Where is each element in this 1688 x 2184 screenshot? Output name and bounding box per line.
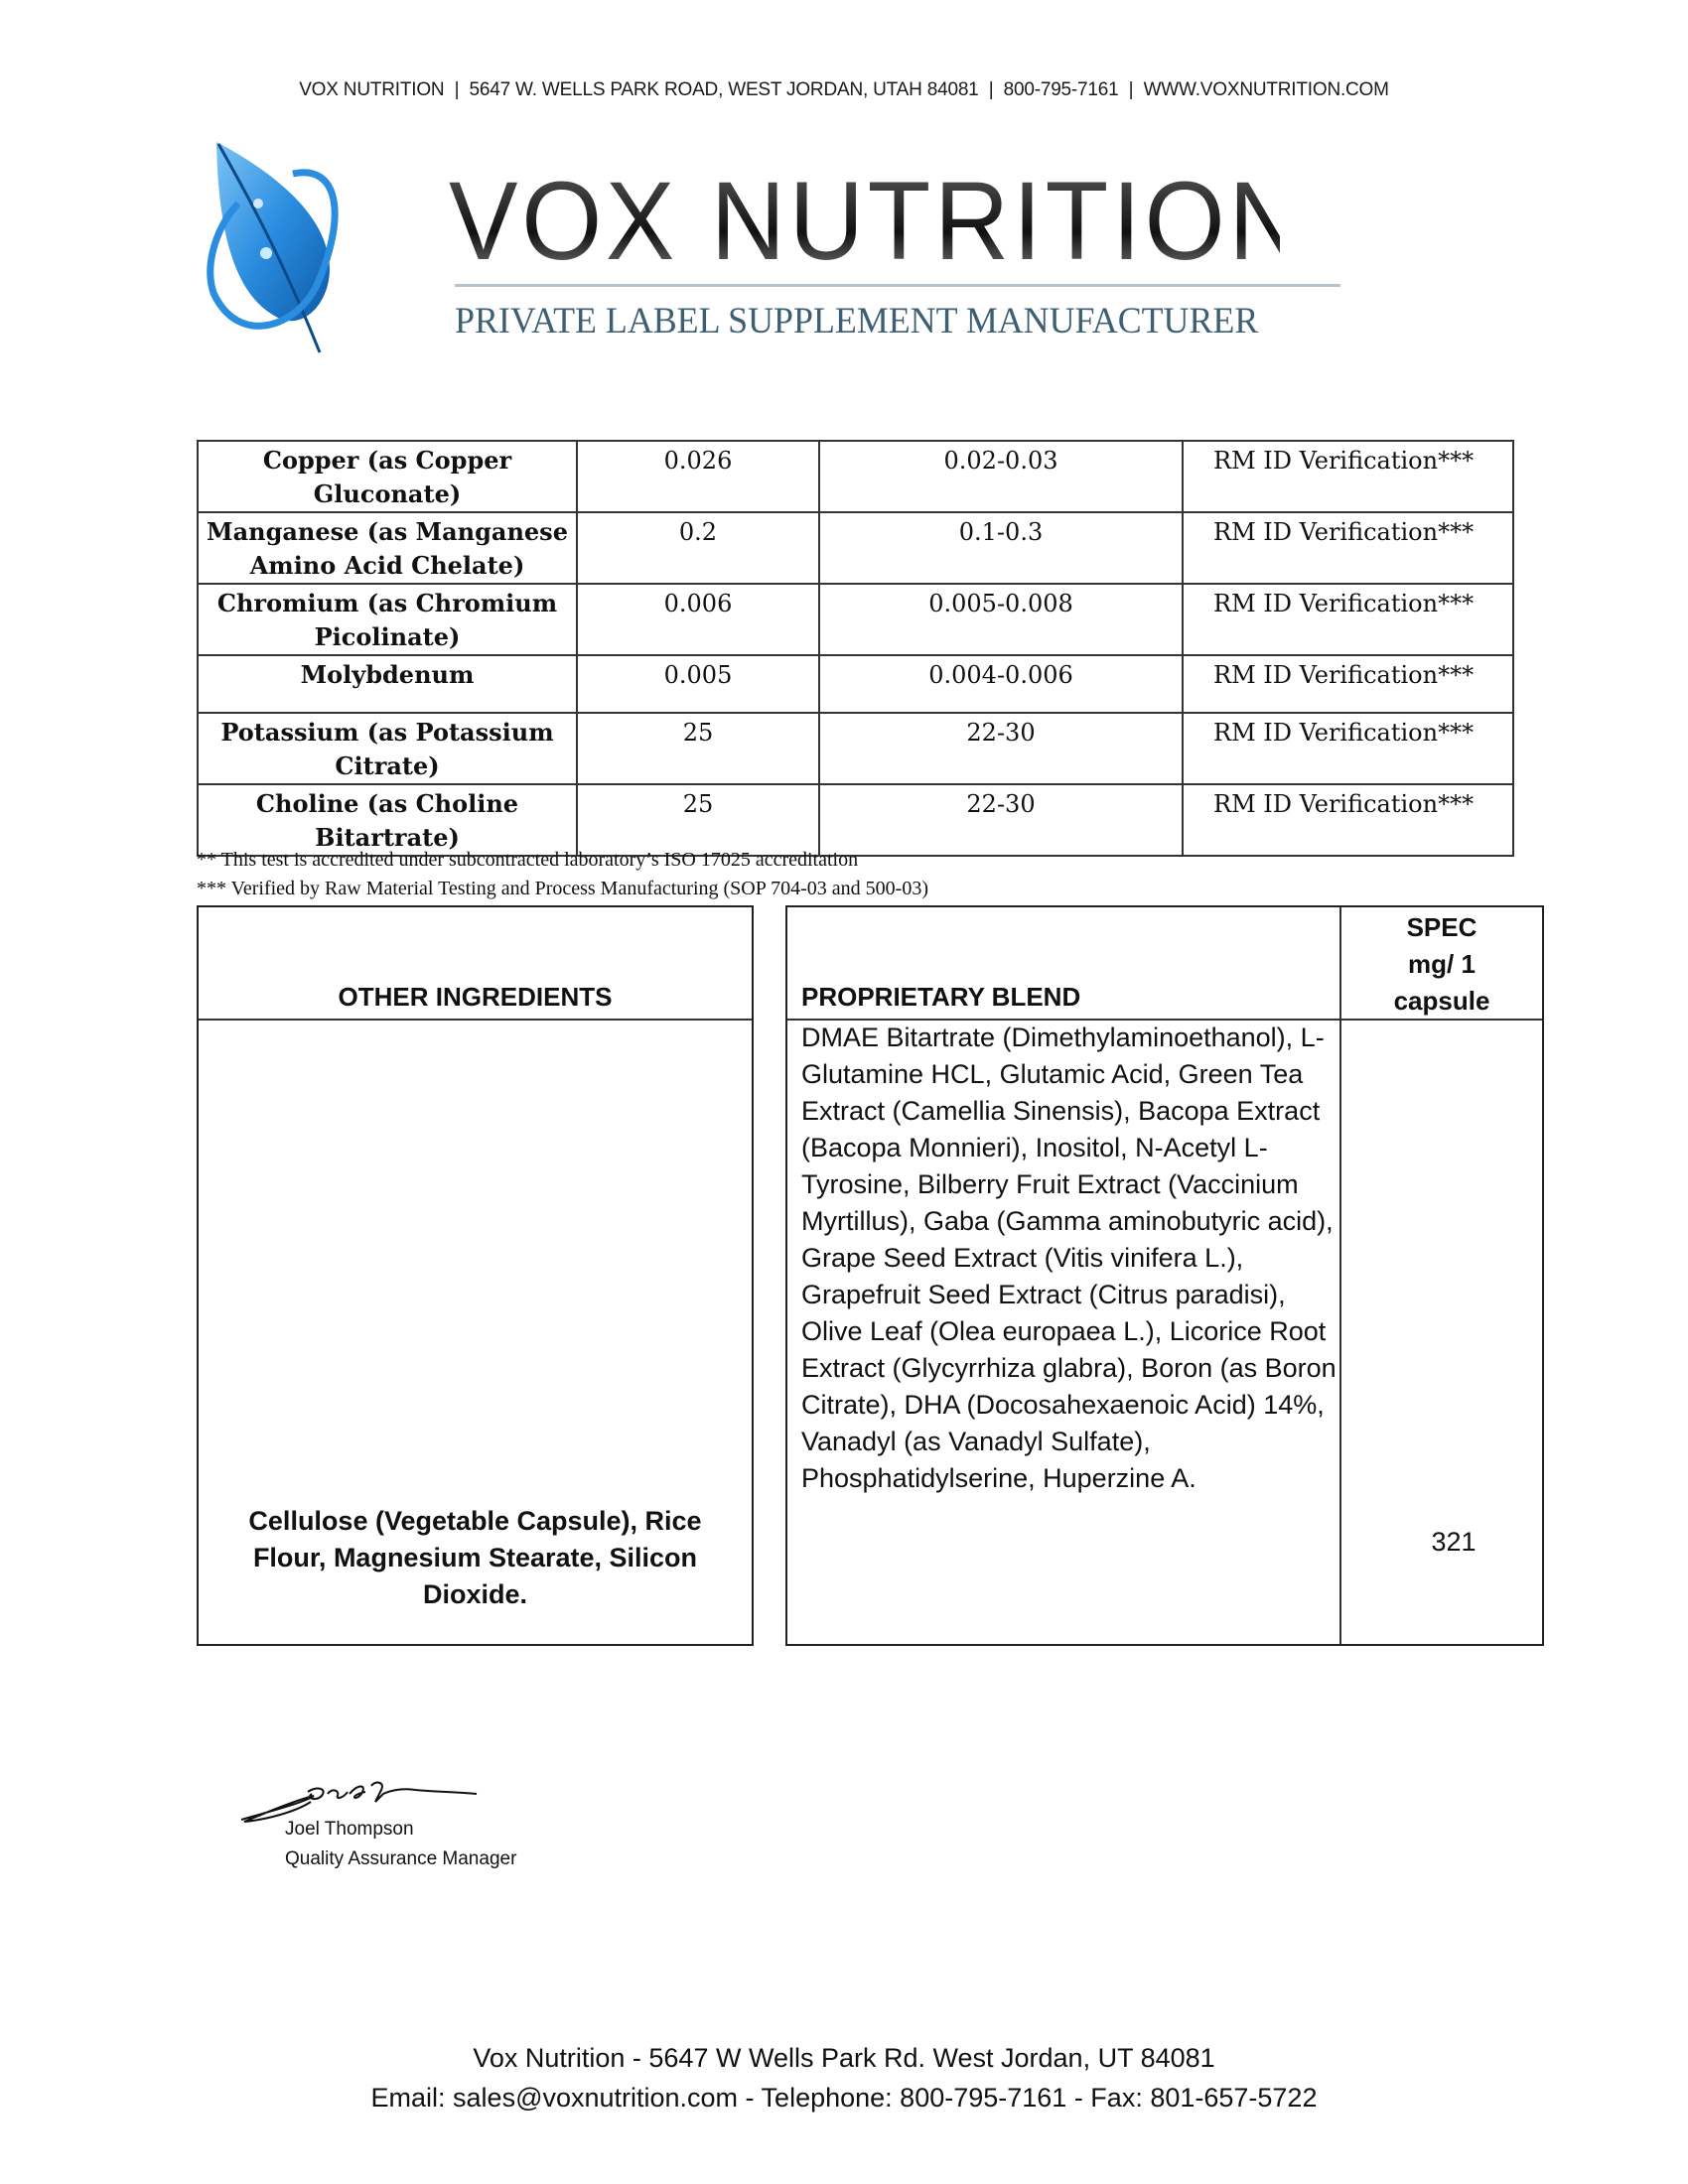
nutrient-value: 0.005: [577, 655, 819, 713]
nutrient-range: 0.02-0.03: [819, 441, 1183, 512]
nutrient-method: RM ID Verification***: [1183, 512, 1513, 584]
proprietary-blend-ingredients: DMAE Bitartrate (Dimethylaminoethanol), L-Glutamine HCL, Glutamic Acid, Green Tea Extract (Camellia Sinensis), Bacopa Extract (Bacopa Monnieri), Inositol, N-Acetyl L-Tyrosine, Bilberry Fruit Extract (Vaccinium Myrtillus), Gaba (Gamma aminobutyric acid), Grape Seed Extract (Vitis vinifera L.), Grapefruit Seed Extract (Citrus paradisi), Olive Leaf (Olea europaea L.), Licorice Root Extract (Glycyrrhiza glabra), Boron (as Boron Citrate), DHA (Docosahexaenoic Acid) 14%, Vanadyl (as Vanadyl Sulfate), Phosphatidylserine, Huperzine A.: [801, 1023, 1336, 1493]
proprietary-blend-box: [785, 905, 1544, 1646]
proprietary-blend-heading: PROPRIETARY BLEND: [801, 982, 1081, 1012]
nutrient-name: Choline (as Choline Bitartrate): [198, 784, 577, 856]
footer-address: Vox Nutrition - 5647 W Wells Park Rd. West Jordan, UT 84081: [473, 2043, 1215, 2073]
logo-divider: [455, 284, 1340, 287]
water-drop: [253, 199, 263, 208]
nutrient-method: RM ID Verification***: [1183, 784, 1513, 856]
signer-name: Joel Thompson: [285, 1819, 414, 1840]
spec-heading-line: SPEC: [1406, 912, 1477, 942]
logo-tagline: PRIVATE LABEL SUPPLEMENT MANUFACTURER: [455, 301, 1259, 341]
nutrient-value: 25: [577, 713, 819, 784]
nutrient-name: Manganese (as Manganese Amino Acid Chelate): [198, 512, 577, 584]
spec-heading: [1341, 907, 1542, 1021]
header-contact-line: VOX NUTRITION | 5647 W. WELLS PARK ROAD, WEST JORDAN, UTAH 84081 | 800-795-7161 | WWW.VOXNUTRITION.COM: [299, 79, 1389, 100]
table-row: [198, 512, 1513, 584]
signer-title: Quality Assurance Manager: [285, 1848, 517, 1869]
spec-value: 321: [1431, 1527, 1477, 1557]
other-ingredients-header: [199, 907, 752, 1021]
other-ingredients-text: Cellulose (Vegetable Capsule), Rice Flour, Magnesium Stearate, Silicon Dioxide.: [248, 1506, 702, 1609]
logo-title: VOX NUTRITION: [449, 159, 1308, 283]
table-row: [198, 441, 1513, 512]
water-drop: [260, 247, 272, 259]
spec-heading-line: capsule: [1393, 986, 1490, 1016]
nutrient-name: Chromium (as Chromium Picolinate): [198, 584, 577, 655]
nutrient-name: Molybdenum: [198, 655, 577, 713]
nutrient-method: RM ID Verification***: [1183, 713, 1513, 784]
nutrient-name: Potassium (as Potassium Citrate): [198, 713, 577, 784]
nutrient-name: Copper (as Copper Gluconate): [198, 441, 577, 512]
footnote-verification: *** Verified by Raw Material Testing and Process Manufacturing (SOP 704-03 and 500-03): [197, 878, 928, 899]
table-row: [198, 713, 1513, 784]
footer-contact: Email: sales@voxnutrition.com - Telephone: 800-795-7161 - Fax: 801-657-5722: [370, 2083, 1318, 2113]
nutrient-range: 0.004-0.006: [819, 655, 1183, 713]
nutrient-range: 22-30: [819, 713, 1183, 784]
table-row: [198, 584, 1513, 655]
leaf-icon: [199, 134, 457, 367]
nutrient-value: 0.006: [577, 584, 819, 655]
table-row: [198, 784, 1513, 856]
nutrient-method: RM ID Verification***: [1183, 655, 1513, 713]
spec-heading-line: mg/ 1: [1408, 949, 1476, 979]
nutrient-range: 0.005-0.008: [819, 584, 1183, 655]
nutrient-value: 0.2: [577, 512, 819, 584]
nutrient-method: RM ID Verification***: [1183, 441, 1513, 512]
table-row: [198, 655, 1513, 713]
nutrient-table: [197, 440, 1514, 857]
nutrient-value: 25: [577, 784, 819, 856]
nutrient-value: 0.026: [577, 441, 819, 512]
other-ingredients-box: [197, 905, 754, 1646]
other-ingredients-heading: OTHER INGREDIENTS: [338, 982, 613, 1012]
nutrient-method: RM ID Verification***: [1183, 584, 1513, 655]
nutrient-range: 22-30: [819, 784, 1183, 856]
footnote-accreditation: ** This test is accredited under subcontracted laboratory’s ISO 17025 accreditation: [197, 849, 859, 871]
nutrient-range: 0.1-0.3: [819, 512, 1183, 584]
